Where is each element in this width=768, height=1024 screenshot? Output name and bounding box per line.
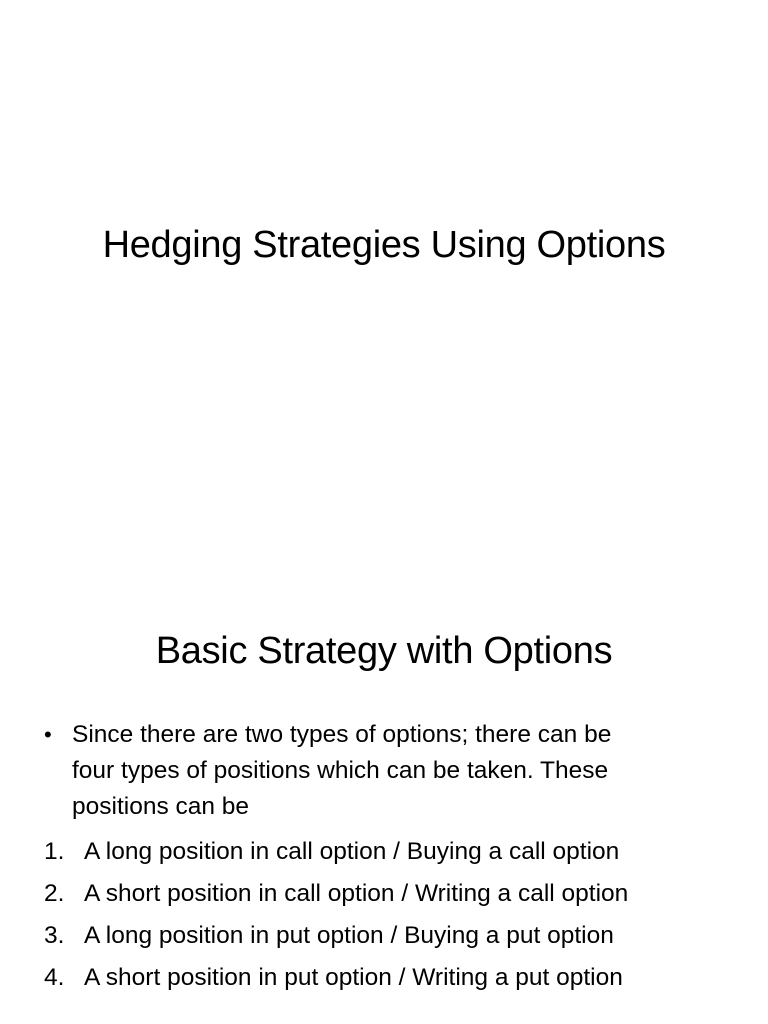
list-item: [44, 831, 734, 873]
content-slide: [0, 512, 768, 1024]
list-number: 2.: [44, 880, 65, 907]
list-text: A short position in put option / Writing a put option: [84, 964, 623, 991]
bullet-marker: •: [44, 722, 52, 747]
bullet-text: Since there are two types of options; there can be four types of positions which can be taken. These positions can be: [72, 721, 612, 820]
numbered-list: [44, 831, 734, 999]
list-number: 4.: [44, 964, 65, 991]
bullet-item: [44, 717, 734, 825]
slide-title: Hedging Strategies Using Options: [102, 224, 666, 266]
list-number: 3.: [44, 922, 65, 949]
list-text: A long position in put option / Buying a put option: [84, 922, 614, 949]
list-item: [44, 957, 734, 999]
list-text: A short position in call option / Writing a call option: [84, 880, 629, 907]
slide-body: [44, 717, 734, 999]
slide-heading: Basic Strategy with Options: [155, 630, 613, 672]
list-text: A long position in call option / Buying a call option: [84, 838, 620, 865]
list-item: [44, 915, 734, 957]
list-number: 1.: [44, 838, 65, 865]
list-item: [44, 873, 734, 915]
